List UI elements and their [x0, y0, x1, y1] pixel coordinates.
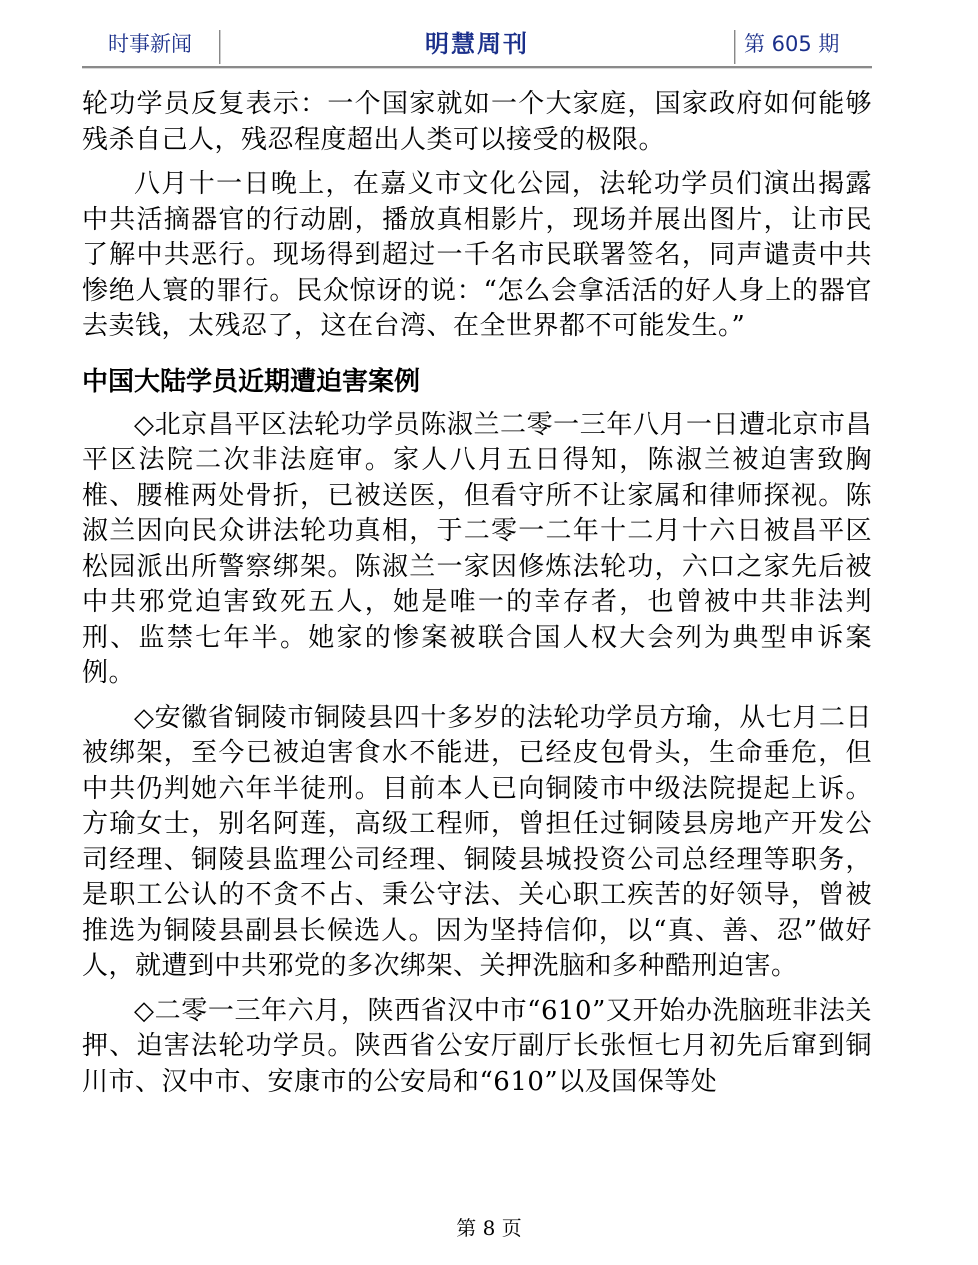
case-location: 北京 [154, 409, 208, 440]
publication-title: 明慧周刊 [425, 30, 529, 58]
issue-number: 第 605 期 [744, 32, 840, 56]
case-beijing [82, 408, 872, 692]
case-prefix: 二零一三年六月， [154, 995, 368, 1026]
page-header [82, 22, 872, 68]
section-heading: 中国大陆学员近期遭迫害案例 [82, 366, 421, 397]
diamond-bullet-icon: ◇ [134, 995, 155, 1026]
paragraph-continuation: 轮功学员反复表示：一个国家就如一个大家庭，国家政府如何能够残杀自己人，残忍程度超出人类可以接受的极限。 [82, 89, 872, 155]
header-section-label: 时事新闻 [108, 32, 192, 56]
header-divider-right [734, 30, 735, 64]
article-body [82, 87, 872, 1109]
case-text: 昌平区法轮功学员陈淑兰二零一三年八月一日遭北京市昌平区法院二次非法庭审。家人八月五日得知，陈淑兰被迫害致胸椎、腰椎两处骨折，已被送医，但看守所不让家属和律师探视。陈淑兰因向民众讲法轮功真相，于二零一二年十二月十六日被昌平区松园派出所警察绑架。陈淑兰一家因修炼法轮功，六口之家先后被中共邪党迫害致死五人，她是唯一的幸存者，也曾被中共非法判刑、监禁七年半。她家的惨案被联合国人权大会列为典型申诉案例。 [82, 409, 872, 688]
case-location: 安徽省 [154, 702, 235, 733]
case-shaanxi [82, 994, 872, 1101]
case-location: 陕西省 [367, 995, 448, 1026]
diamond-bullet-icon: ◇ [134, 409, 155, 440]
case-text: 汉中市“610”又开始办洗脑班非法关押、迫害法轮功学员。陕西省公安厅副厅长张恒七月初先后窜到铜川市、汉中市、安康市的公安局和“610”以及国保等处 [82, 995, 872, 1097]
paragraph-chiayi-event: 八月十一日晚上，在嘉义市文化公园，法轮功学员们演出揭露中共活摘器官的行动剧，播放真相影片，现场并展出图片，让市民了解中共恶行。现场得到超过一千名市民联署签名，同声谴责中共惨绝人寰的罪行。民众惊讶的说：“怎么会拿活活的好人身上的器官去卖钱，太残忍了，这在台湾、在全世界都不可能发生。” [82, 169, 872, 341]
case-anhui [82, 701, 872, 985]
case-text: 铜陵市铜陵县四十多岁的法轮功学员方瑜，从七月二日被绑架，至今已被迫害食水不能进，已经皮包骨头，生命垂危，但中共仍判她六年半徒刑。目前本人已向铜陵市中级法院提起上诉。方瑜女士，别名阿莲，高级工程师，曾担任过铜陵县房地产开发公司经理、铜陵县监理公司经理、铜陵县城投资公司总经理等职务，是职工公认的不贪不占、秉公守法、关心职工疾苦的好领导，曾被推选为铜陵县副县长候选人。因为坚持信仰，以“真、善、忍”做好人，就遭到中共邪党的多次绑架、关押洗脑和多种酷刑迫害。 [82, 702, 872, 981]
diamond-bullet-icon: ◇ [134, 702, 155, 733]
page-number: 第 8 页 [456, 1216, 522, 1240]
header-rule [82, 66, 872, 69]
